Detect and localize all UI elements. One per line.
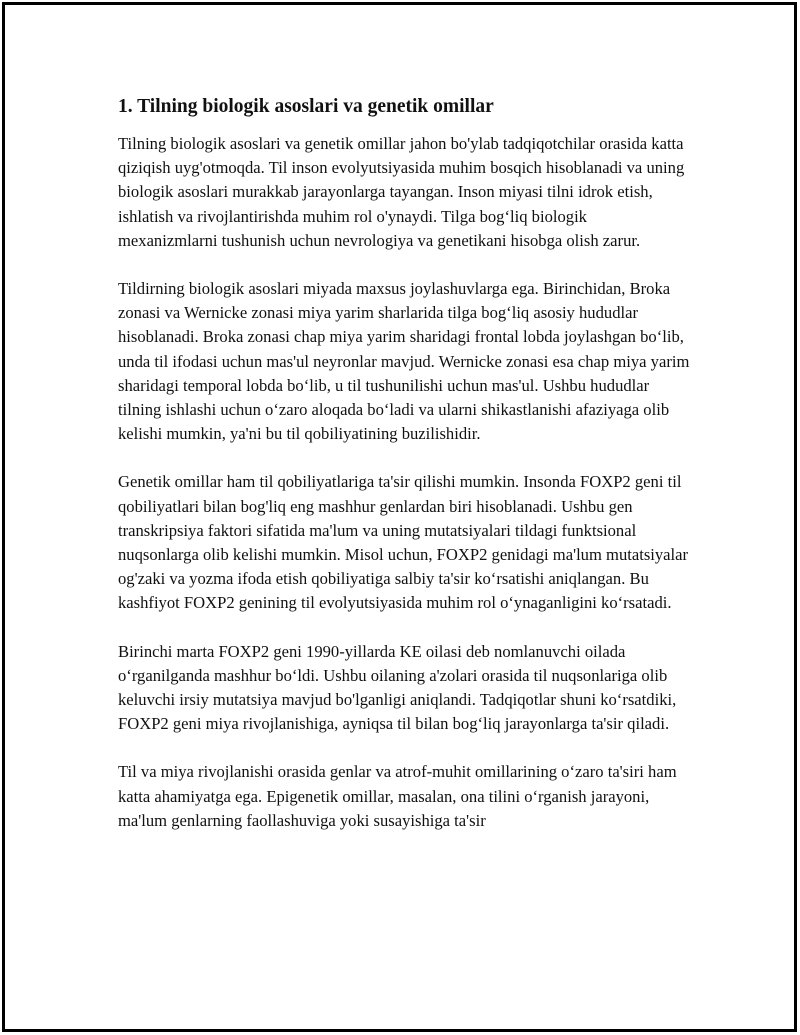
paragraph-4: Birinchi marta FOXP2 geni 1990-yillarda KE oilasi deb nomlanuvchi oilada o‘rganilganda mashhur bo‘ldi. Ushbu oilaning a'zolari orasida til nuqsonlariga olib keluvchi irsiy mutatsiya mavjud bo'lganligi aniqlandi. Tadqiqotlar shuni ko‘rsatdiki, FOXP2 geni miya rivojlanishiga, ayniqsa til bilan bog‘liq jarayonlarga ta'sir qiladi. <box>118 641 677 734</box>
paragraph-3: Genetik omillar ham til qobiliyatlariga ta'sir qilishi mumkin. Insonda FOXP2 geni til qobiliyatlari bilan bog'liq eng mashhur genlardan biri hisoblanadi. Ushbu gen transkripsiya faktori sifatida ma'lum va uning mutatsiyalari tildagi funktsional nuqsonlarga olib kelishi mumkin. Misol uchun, FOXP2 genidagi ma'lum mutatsiyalar og'zaki va yozma ifoda etish qobiliyatiga salbiy ta'sir ko‘rsatishi aniqlangan. Bu kashfiyot FOXP2 genining til evolyutsiyasida muhim rol o‘ynaganligini ko‘rsatadi. <box>118 472 689 613</box>
document-body <box>118 94 690 857</box>
paragraph-2: Tildirning biologik asoslari miyada maxsus joylashuvlarga ega. Birinchidan, Broka zonasi va Wernicke zonasi miya yarim sharlarida tilga bog‘liq asosiy hududlar hisoblanadi. Broka zonasi chap miya yarim sharidagi frontal lobda joylashgan bo‘lib, unda til ifodasi uchun mas'ul neyronlar mavjud. Wernicke zonasi esa chap miya yarim sharidagi temporal lobda bo‘lib, u til tushunilishi uchun mas'ul. Ushbu hududlar tilning ishlashi uchun o‘zaro aloqada bo‘ladi va ularni shikastlanishi afaziyaga olib kelishi mumkin, ya'ni bu til qobiliyatining buzilishidir. <box>118 279 690 444</box>
paragraph-1: Tilning biologik asoslari va genetik omillar jahon bo'ylab tadqiqotchilar orasida katta qiziqish uyg'otmoqda. Til inson evolyutsiyasida muhim bosqich hisoblanadi va uning biologik asoslari murakkab jarayonlarga tayangan. Inson miyasi tilni idrok etish, ishlatish va rivojlantirishda muhim rol o'ynaydi. Tilga bog‘liq biologik mexanizmlarni tushunish uchun nevrologiya va genetikani hisobga olish zarur. <box>118 134 685 250</box>
paragraph-5: Til va miya rivojlanishi orasida genlar va atrof-muhit omillarining o‘zaro ta'siri ham katta ahamiyatga ega. Epigenetik omillar, masalan, ona tilini o‘rganish jarayoni, ma'lum genlarning faollashuviga yoki susayishiga ta'sir <box>118 762 677 830</box>
section-heading: 1. Tilning biologik asoslari va genetik omillar <box>118 96 494 117</box>
